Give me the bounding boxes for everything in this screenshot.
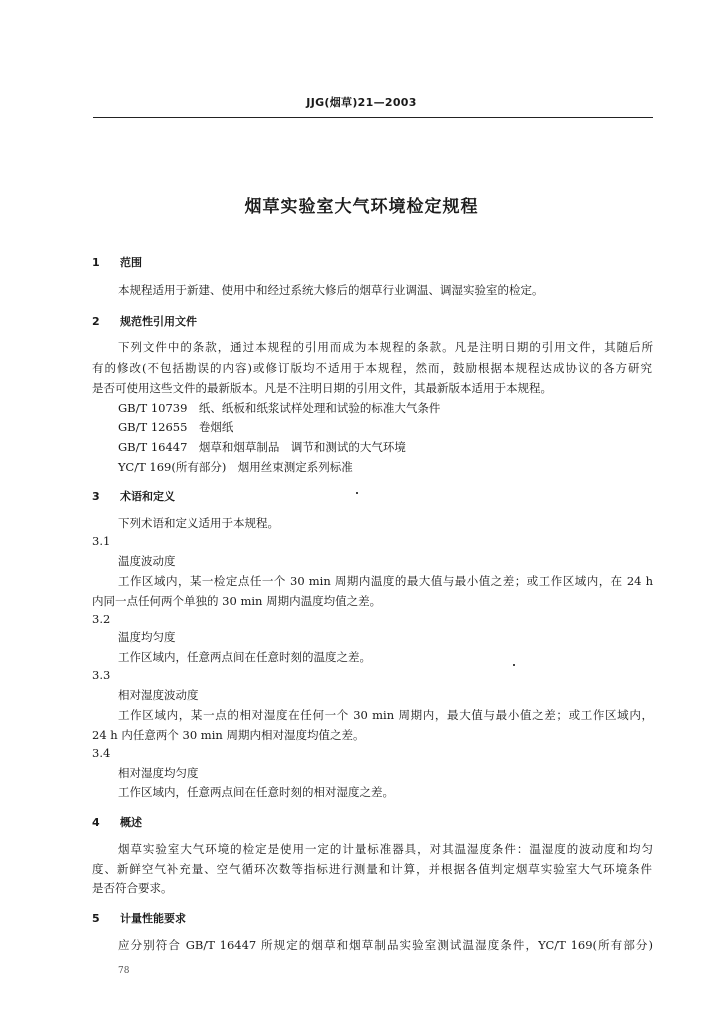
running-header: JJG(烟草)21—2003 (306, 96, 417, 109)
reference-item: GB/T 12655 卷烟纸 (118, 420, 234, 434)
term-name: 温度均匀度 (118, 630, 176, 644)
term-definition: 工作区域内，某一点的相对湿度在任何一个 30 min 周期内，最大值与最小值之差；或工作区域内， (118, 708, 653, 722)
section-title: 范围 (120, 256, 142, 269)
section-number: 5 (92, 912, 100, 925)
section-title: 概述 (120, 816, 142, 829)
paragraph-line: 度、新鲜空气补充量、空气循环次数等指标进行测量和计算，并根据各值判定烟草实验室大气环境条件 (92, 862, 652, 876)
term-definition: 工作区域内，任意两点间在任意时刻的相对湿度之差。 (118, 785, 394, 799)
reference-item: GB/T 16447 烟草和烟草制品 调节和测试的大气环境 (118, 440, 406, 454)
subsection-number: 3.2 (92, 612, 111, 626)
scan-speck (356, 492, 358, 494)
section-3-heading (92, 488, 175, 504)
section-title: 术语和定义 (120, 490, 175, 503)
paragraph-line: 应分别符合 GB/T 16447 所规定的烟草和烟草制品实验室测试温湿度条件，YC/T 169(所有部分) (118, 938, 653, 952)
term-name: 温度波动度 (118, 554, 176, 568)
reference-item: YC/T 169(所有部分) 烟用丝束测定系列标准 (118, 460, 353, 474)
scan-speck (513, 664, 515, 666)
term-definition: 内同一点任何两个单独的 30 min 周期内温度均值之差。 (92, 594, 382, 608)
paragraph-line: 本规程适用于新建、使用中和经过系统大修后的烟草行业调温、调湿实验室的检定。 (118, 283, 544, 297)
term-definition: 工作区域内，任意两点间在任意时刻的温度之差。 (118, 650, 371, 664)
reference-item: GB/T 10739 纸、纸板和纸浆试样处理和试验的标准大气条件 (118, 401, 441, 415)
term-name: 相对湿度均匀度 (118, 766, 199, 780)
paragraph-line: 下列术语和定义适用于本规程。 (118, 516, 279, 530)
term-definition: 工作区域内，某一检定点任一个 30 min 周期内温度的最大值与最小值之差；或工作区域内，在 24 h (118, 574, 653, 588)
section-number: 2 (92, 315, 100, 328)
term-name: 相对湿度波动度 (118, 688, 199, 702)
subsection-number: 3.4 (92, 746, 111, 760)
paragraph-line: 是否符合要求。 (92, 881, 173, 895)
section-number: 4 (92, 816, 100, 829)
section-5-heading (92, 910, 186, 926)
section-4-heading (92, 814, 142, 830)
paragraph-line: 是否可使用这些文件的最新版本。凡是不注明日期的引用文件，其最新版本适用于本规程。 (92, 381, 552, 395)
section-number: 1 (92, 256, 100, 269)
header-rule (93, 117, 653, 118)
document-title: 烟草实验室大气环境检定规程 (244, 197, 479, 217)
paragraph-line: 下列文件中的条款，通过本规程的引用而成为本规程的条款。凡是注明日期的引用文件，其随后所 (118, 340, 653, 354)
section-number: 3 (92, 490, 100, 503)
section-title: 规范性引用文件 (120, 315, 197, 328)
paragraph-line: 烟草实验室大气环境的检定是使用一定的计量标准器具，对其温湿度条件：温湿度的波动度和均匀 (118, 842, 653, 856)
subsection-number: 3.3 (92, 668, 111, 682)
section-2-heading (92, 313, 197, 329)
section-1-heading (92, 254, 142, 270)
term-definition: 24 h 内任意两个 30 min 周期内相对湿度均值之差。 (92, 728, 365, 742)
page-number: 78 (118, 966, 130, 976)
section-title: 计量性能要求 (120, 912, 186, 925)
paragraph-line: 有的修改(不包括勘误的内容)或修订版均不适用于本规程，然而，鼓励根据本规程达成协议的各方研究 (92, 361, 652, 375)
subsection-number: 3.1 (92, 534, 111, 548)
